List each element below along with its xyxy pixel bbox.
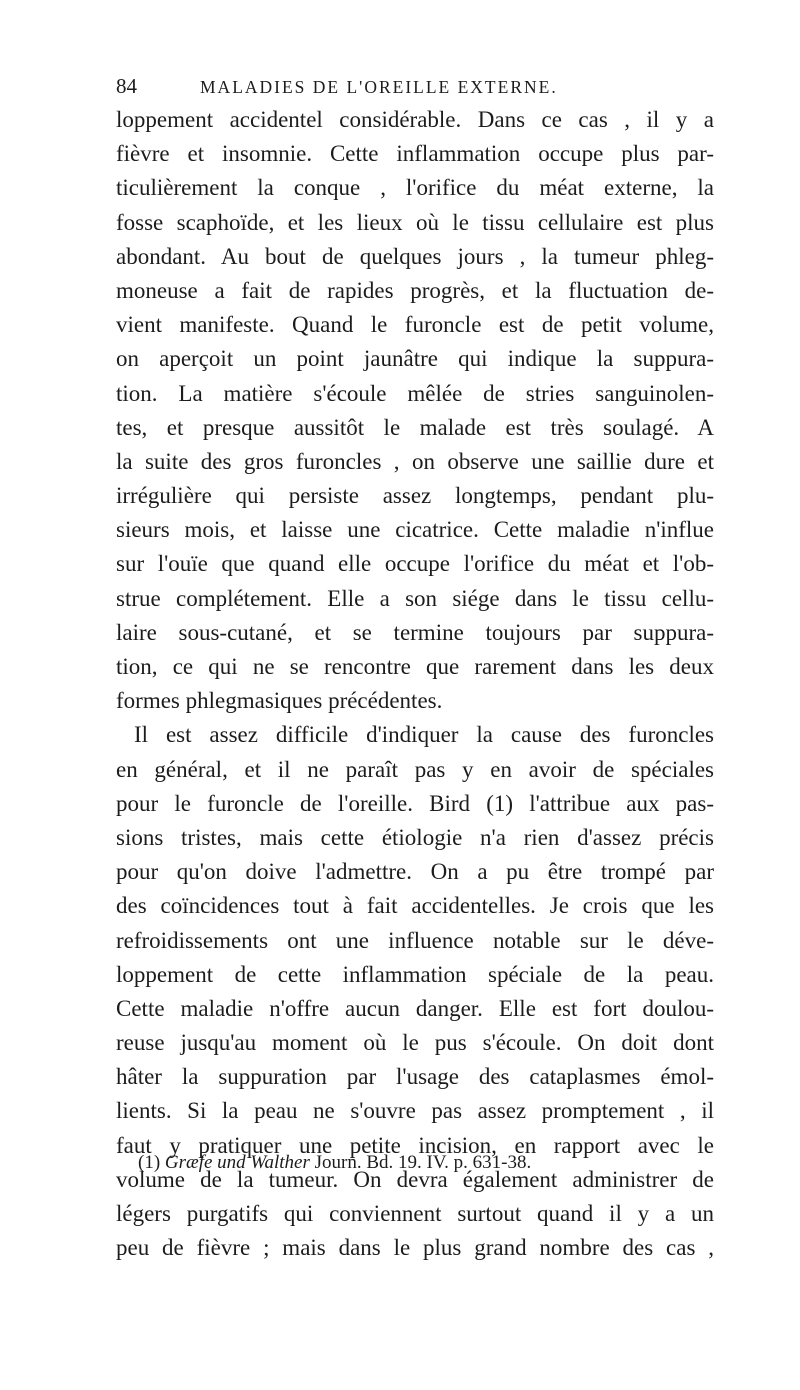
text-line: refroidissements ont une influence notable sur le déve- — [116, 927, 714, 953]
text-line: loppement de cette inflammation spéciale de la peau. — [116, 961, 714, 987]
text-line: tion. La matière s'écoule mêlée de stries sanguinolen- — [116, 380, 714, 406]
footnote-authors: Græfe und Walther — [164, 1152, 310, 1173]
page-number: 84 — [116, 74, 137, 98]
text-line: pour qu'on doive l'admettre. On a pu être trompé par — [116, 859, 714, 885]
text-line: vient manifeste. Quand le furoncle est de petit volume, — [116, 312, 714, 338]
text-line: peu de fièvre ; mais dans le plus grand nombre des cas , — [116, 1235, 714, 1261]
text-line: légers purgatifs qui conviennent surtout quand il y a un — [116, 1201, 714, 1226]
text-line: hâter la suppuration par l'usage des cataplasmes émol- — [116, 1064, 714, 1090]
text-line: sur l'ouïe que quand elle occupe l'orifice du méat et l'ob- — [116, 551, 714, 577]
text-line: pour le furoncle de l'oreille. Bird (1) l'attribue aux pas- — [116, 790, 714, 816]
running-title: MALADIES DE L'OREILLE EXTERNE. — [200, 77, 558, 97]
text-line: faut y pratiquer une petite incision, en rapport avec le — [116, 1132, 714, 1158]
footnote-marker: (1) — [138, 1152, 161, 1173]
text-line: strue complétement. Elle a son siége dans le tissu cellu- — [116, 585, 714, 611]
text-line: tion, ce qui ne se rencontre que rarement dans les deux — [116, 654, 714, 679]
text-line: fièvre et insomnie. Cette inflammation occupe plus par- — [116, 141, 714, 167]
text-line: volume de la tumeur. On devra également administrer de — [116, 1166, 714, 1192]
text-line-paragraph-end: formes phlegmasiques précédentes. — [116, 688, 443, 714]
text-line: moneuse a fait de rapides progrès, et la fluctuation de- — [116, 277, 714, 303]
text-line: des coïncidences tout à fait accidentelles. Je crois que les — [116, 893, 714, 919]
text-line: abondant. Au bout de quelques jours , la tumeur phleg- — [116, 243, 714, 269]
text-line: irrégulière qui persiste assez longtemps, pendant plu- — [116, 483, 714, 509]
running-head — [116, 74, 716, 104]
text-line: on aperçoit un point jaunâtre qui indique la suppura- — [116, 346, 714, 372]
text-line: laire sous-cutané, et se termine toujours par suppura- — [116, 619, 714, 645]
text-line: Cette maladie n'offre aucun danger. Elle est fort doulou- — [116, 995, 714, 1021]
text-line: reuse jusqu'au moment où le pus s'écoule. On doit dont — [116, 1030, 714, 1056]
text-line: en général, et il ne paraît pas y en avoir de spéciales — [116, 756, 714, 782]
text-line: loppement accidentel considérable. Dans ce cas , il y a — [116, 107, 714, 132]
body-text — [116, 103, 714, 1265]
footnote — [138, 1148, 531, 1178]
text-line: sions tristes, mais cette étiologie n'a rien d'assez précis — [116, 824, 714, 850]
text-line: lients. Si la peau ne s'ouvre pas assez promptement , il — [116, 1098, 714, 1124]
footnote-citation: Journ. Bd. 19. IV. p. 631-38. — [314, 1152, 532, 1173]
text-line-paragraph-start: Il est assez difficile d'indiquer la cause des furoncles — [134, 722, 714, 748]
text-line: ticulièrement la conque , l'orifice du méat externe, la — [116, 175, 714, 201]
text-line: tes, et presque aussitôt le malade est très soulagé. A — [116, 414, 714, 440]
text-line: la suite des gros furoncles , on observe une saillie dure et — [116, 448, 714, 474]
text-line: sieurs mois, et laisse une cicatrice. Cette maladie n'influe — [116, 517, 714, 543]
text-line: fosse scaphoïde, et les lieux où le tissu cellulaire est plus — [116, 209, 714, 235]
